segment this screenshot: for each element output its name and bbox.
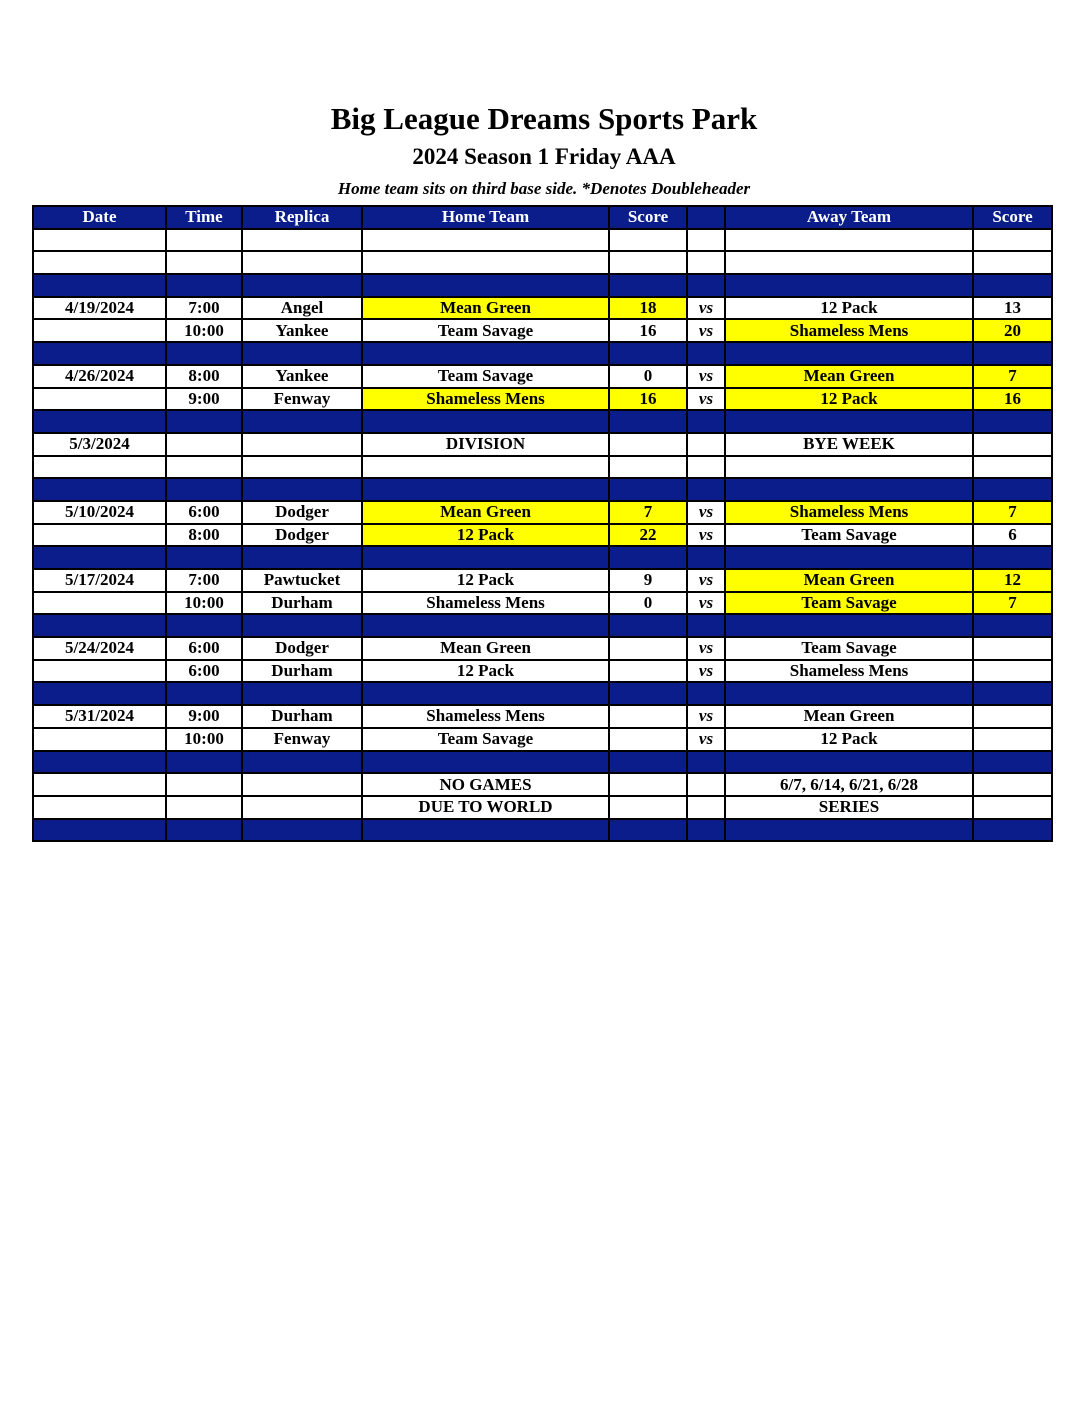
away-score-cell — [973, 660, 1052, 683]
replica-cell: Durham — [242, 592, 362, 615]
date-cell — [33, 660, 166, 683]
replica-cell: Dodger — [242, 501, 362, 524]
replica-cell — [242, 456, 362, 479]
away-score-cell: 7 — [973, 501, 1052, 524]
away-score-cell: 6 — [973, 524, 1052, 547]
home-team-cell — [362, 546, 609, 569]
away-score-cell: 7 — [973, 365, 1052, 388]
replica-cell: Angel — [242, 297, 362, 320]
col-header-home-team: Home Team — [362, 206, 609, 229]
date-cell — [33, 682, 166, 705]
vs-cell: vs — [687, 660, 725, 683]
away-team-cell: 12 Pack — [725, 388, 973, 411]
home-team-cell: DIVISION — [362, 433, 609, 456]
away-team-cell — [725, 229, 973, 252]
date-cell — [33, 796, 166, 819]
away-team-cell: 12 Pack — [725, 297, 973, 320]
date-cell: 5/17/2024 — [33, 569, 166, 592]
replica-cell: Dodger — [242, 637, 362, 660]
home-team-cell — [362, 251, 609, 274]
vs-cell: vs — [687, 569, 725, 592]
vs-cell — [687, 456, 725, 479]
home-team-cell — [362, 614, 609, 637]
away-score-cell — [973, 682, 1052, 705]
home-score-cell — [609, 614, 687, 637]
vs-cell — [687, 751, 725, 774]
away-team-cell: Shameless Mens — [725, 501, 973, 524]
blank-row — [33, 456, 1052, 479]
away-score-cell — [973, 819, 1052, 842]
home-team-cell: 12 Pack — [362, 660, 609, 683]
away-score-cell — [973, 229, 1052, 252]
replica-cell: Fenway — [242, 388, 362, 411]
date-cell: 5/10/2024 — [33, 501, 166, 524]
vs-cell: vs — [687, 388, 725, 411]
date-cell — [33, 546, 166, 569]
home-score-cell — [609, 796, 687, 819]
col-header-replica: Replica — [242, 206, 362, 229]
home-team-cell — [362, 229, 609, 252]
schedule-body — [33, 229, 1052, 842]
date-cell — [33, 478, 166, 501]
away-score-cell — [973, 342, 1052, 365]
date-cell — [33, 524, 166, 547]
date-cell: 4/19/2024 — [33, 297, 166, 320]
replica-cell — [242, 614, 362, 637]
col-header-time: Time — [166, 206, 242, 229]
away-score-cell — [973, 456, 1052, 479]
home-team-cell — [362, 478, 609, 501]
home-team-cell — [362, 819, 609, 842]
replica-cell — [242, 229, 362, 252]
away-team-cell: BYE WEEK — [725, 433, 973, 456]
away-team-cell — [725, 456, 973, 479]
home-team-cell: DUE TO WORLD — [362, 796, 609, 819]
vs-cell: vs — [687, 365, 725, 388]
home-team-cell — [362, 410, 609, 433]
separator-row — [33, 819, 1052, 842]
date-cell — [33, 229, 166, 252]
vs-cell: vs — [687, 705, 725, 728]
vs-cell — [687, 614, 725, 637]
home-score-cell — [609, 456, 687, 479]
away-score-cell — [973, 546, 1052, 569]
separator-row — [33, 682, 1052, 705]
home-score-cell: 16 — [609, 319, 687, 342]
game-row — [33, 569, 1052, 592]
away-team-cell — [725, 342, 973, 365]
home-score-cell — [609, 728, 687, 751]
away-team-cell — [725, 546, 973, 569]
vs-cell — [687, 433, 725, 456]
home-team-cell: 12 Pack — [362, 524, 609, 547]
home-team-cell: Shameless Mens — [362, 388, 609, 411]
date-cell — [33, 614, 166, 637]
replica-cell: Fenway — [242, 728, 362, 751]
away-score-cell — [973, 728, 1052, 751]
home-score-cell — [609, 751, 687, 774]
home-score-cell — [609, 478, 687, 501]
game-row — [33, 365, 1052, 388]
game-row — [33, 297, 1052, 320]
game-row — [33, 660, 1052, 683]
time-cell: 9:00 — [166, 705, 242, 728]
home-team-cell: 12 Pack — [362, 569, 609, 592]
home-score-cell — [609, 342, 687, 365]
away-score-cell — [973, 614, 1052, 637]
home-team-cell — [362, 274, 609, 297]
separator-row — [33, 546, 1052, 569]
header-row — [33, 206, 1052, 229]
time-cell: 6:00 — [166, 637, 242, 660]
game-row — [33, 796, 1052, 819]
away-score-cell — [973, 410, 1052, 433]
replica-cell — [242, 433, 362, 456]
vs-cell — [687, 229, 725, 252]
home-team-cell: Shameless Mens — [362, 705, 609, 728]
page-title: Big League Dreams Sports Park — [330, 101, 758, 136]
time-cell: 8:00 — [166, 365, 242, 388]
home-team-cell: Mean Green — [362, 297, 609, 320]
home-score-cell — [609, 251, 687, 274]
home-team-cell: Mean Green — [362, 501, 609, 524]
replica-cell: Durham — [242, 660, 362, 683]
schedule-table — [32, 205, 1053, 842]
date-cell: 5/24/2024 — [33, 637, 166, 660]
away-team-cell — [725, 478, 973, 501]
time-cell: 10:00 — [166, 592, 242, 615]
time-cell — [166, 456, 242, 479]
away-team-cell: SERIES — [725, 796, 973, 819]
separator-row — [33, 478, 1052, 501]
away-score-cell — [973, 705, 1052, 728]
time-cell — [166, 229, 242, 252]
vs-cell: vs — [687, 524, 725, 547]
home-team-cell — [362, 682, 609, 705]
time-cell — [166, 478, 242, 501]
date-cell — [33, 592, 166, 615]
home-team-cell — [362, 751, 609, 774]
replica-cell — [242, 682, 362, 705]
replica-cell — [242, 251, 362, 274]
home-score-cell: 7 — [609, 501, 687, 524]
col-header-away-score: Score — [973, 206, 1052, 229]
home-team-cell — [362, 342, 609, 365]
col-header-home-score: Score — [609, 206, 687, 229]
away-team-cell: Team Savage — [725, 637, 973, 660]
blank-row — [33, 251, 1052, 274]
schedule-note: Home team sits on third base side. *Denotes Doubleheader — [337, 179, 751, 198]
vs-cell — [687, 819, 725, 842]
separator-row — [33, 410, 1052, 433]
date-cell — [33, 728, 166, 751]
vs-cell — [687, 251, 725, 274]
away-score-cell: 16 — [973, 388, 1052, 411]
away-team-cell — [725, 410, 973, 433]
home-score-cell — [609, 660, 687, 683]
away-score-cell — [973, 796, 1052, 819]
vs-cell: vs — [687, 297, 725, 320]
date-cell — [33, 773, 166, 796]
home-score-cell: 18 — [609, 297, 687, 320]
date-cell — [33, 751, 166, 774]
time-cell: 8:00 — [166, 524, 242, 547]
date-cell — [33, 319, 166, 342]
replica-cell — [242, 342, 362, 365]
replica-cell — [242, 751, 362, 774]
home-team-cell: Team Savage — [362, 319, 609, 342]
away-score-cell — [973, 251, 1052, 274]
away-team-cell — [725, 819, 973, 842]
replica-cell — [242, 819, 362, 842]
col-header-date: Date — [33, 206, 166, 229]
replica-cell — [242, 796, 362, 819]
page-subtitle: 2024 Season 1 Friday AAA — [412, 144, 676, 169]
home-score-cell — [609, 546, 687, 569]
game-row — [33, 501, 1052, 524]
date-cell — [33, 819, 166, 842]
game-row — [33, 433, 1052, 456]
col-header-vs — [687, 206, 725, 229]
vs-cell: vs — [687, 592, 725, 615]
away-score-cell: 13 — [973, 297, 1052, 320]
away-score-cell — [973, 637, 1052, 660]
replica-cell — [242, 773, 362, 796]
vs-cell — [687, 796, 725, 819]
away-team-cell: Shameless Mens — [725, 319, 973, 342]
vs-cell — [687, 342, 725, 365]
date-cell: 5/31/2024 — [33, 705, 166, 728]
home-score-cell: 0 — [609, 592, 687, 615]
time-cell — [166, 546, 242, 569]
home-score-cell — [609, 705, 687, 728]
game-row — [33, 524, 1052, 547]
home-score-cell — [609, 773, 687, 796]
vs-cell: vs — [687, 319, 725, 342]
separator-row — [33, 614, 1052, 637]
vs-cell — [687, 773, 725, 796]
date-cell: 5/3/2024 — [33, 433, 166, 456]
away-team-cell: Mean Green — [725, 705, 973, 728]
home-score-cell: 22 — [609, 524, 687, 547]
time-cell — [166, 433, 242, 456]
vs-cell — [687, 682, 725, 705]
home-team-cell: Mean Green — [362, 637, 609, 660]
vs-cell — [687, 410, 725, 433]
replica-cell: Yankee — [242, 319, 362, 342]
time-cell — [166, 274, 242, 297]
date-cell — [33, 251, 166, 274]
vs-cell: vs — [687, 637, 725, 660]
away-team-cell — [725, 682, 973, 705]
game-row — [33, 592, 1052, 615]
home-team-cell: Team Savage — [362, 365, 609, 388]
away-score-cell — [973, 478, 1052, 501]
time-cell: 10:00 — [166, 728, 242, 751]
game-row — [33, 705, 1052, 728]
separator-row — [33, 342, 1052, 365]
away-team-cell — [725, 251, 973, 274]
game-row — [33, 773, 1052, 796]
away-team-cell: Team Savage — [725, 592, 973, 615]
date-cell — [33, 342, 166, 365]
home-score-cell — [609, 682, 687, 705]
date-cell — [33, 456, 166, 479]
replica-cell: Pawtucket — [242, 569, 362, 592]
home-team-cell: Shameless Mens — [362, 592, 609, 615]
game-row — [33, 728, 1052, 751]
home-score-cell — [609, 433, 687, 456]
away-score-cell — [973, 751, 1052, 774]
time-cell — [166, 796, 242, 819]
date-cell — [33, 274, 166, 297]
game-row — [33, 319, 1052, 342]
away-score-cell: 7 — [973, 592, 1052, 615]
home-score-cell: 0 — [609, 365, 687, 388]
date-cell: 4/26/2024 — [33, 365, 166, 388]
home-score-cell — [609, 819, 687, 842]
vs-cell: vs — [687, 728, 725, 751]
away-team-cell: Mean Green — [725, 365, 973, 388]
away-score-cell — [973, 433, 1052, 456]
away-team-cell: 12 Pack — [725, 728, 973, 751]
home-score-cell — [609, 410, 687, 433]
time-cell — [166, 682, 242, 705]
time-cell: 9:00 — [166, 388, 242, 411]
time-cell: 10:00 — [166, 319, 242, 342]
replica-cell — [242, 274, 362, 297]
home-score-cell — [609, 274, 687, 297]
away-team-cell: Team Savage — [725, 524, 973, 547]
time-cell: 7:00 — [166, 569, 242, 592]
time-cell — [166, 773, 242, 796]
away-team-cell — [725, 274, 973, 297]
replica-cell: Durham — [242, 705, 362, 728]
col-header-away-team: Away Team — [725, 206, 973, 229]
vs-cell — [687, 546, 725, 569]
date-cell — [33, 410, 166, 433]
away-team-cell: 6/7, 6/14, 6/21, 6/28 — [725, 773, 973, 796]
time-cell — [166, 251, 242, 274]
time-cell — [166, 751, 242, 774]
time-cell — [166, 614, 242, 637]
vs-cell — [687, 478, 725, 501]
home-score-cell: 16 — [609, 388, 687, 411]
away-team-cell — [725, 751, 973, 774]
vs-cell: vs — [687, 501, 725, 524]
home-team-cell: NO GAMES — [362, 773, 609, 796]
replica-cell — [242, 546, 362, 569]
home-team-cell: Team Savage — [362, 728, 609, 751]
time-cell — [166, 819, 242, 842]
home-score-cell — [609, 229, 687, 252]
replica-cell — [242, 410, 362, 433]
blank-row — [33, 229, 1052, 252]
replica-cell — [242, 478, 362, 501]
replica-cell: Dodger — [242, 524, 362, 547]
time-cell — [166, 342, 242, 365]
separator-row — [33, 751, 1052, 774]
vs-cell — [687, 274, 725, 297]
time-cell: 6:00 — [166, 660, 242, 683]
home-score-cell: 9 — [609, 569, 687, 592]
game-row — [33, 388, 1052, 411]
away-score-cell: 12 — [973, 569, 1052, 592]
away-score-cell — [973, 274, 1052, 297]
time-cell: 7:00 — [166, 297, 242, 320]
away-score-cell: 20 — [973, 319, 1052, 342]
separator-row — [33, 274, 1052, 297]
replica-cell: Yankee — [242, 365, 362, 388]
away-team-cell: Shameless Mens — [725, 660, 973, 683]
date-cell — [33, 388, 166, 411]
away-team-cell: Mean Green — [725, 569, 973, 592]
home-team-cell — [362, 456, 609, 479]
time-cell: 6:00 — [166, 501, 242, 524]
game-row — [33, 637, 1052, 660]
time-cell — [166, 410, 242, 433]
home-score-cell — [609, 637, 687, 660]
away-score-cell — [973, 773, 1052, 796]
away-team-cell — [725, 614, 973, 637]
